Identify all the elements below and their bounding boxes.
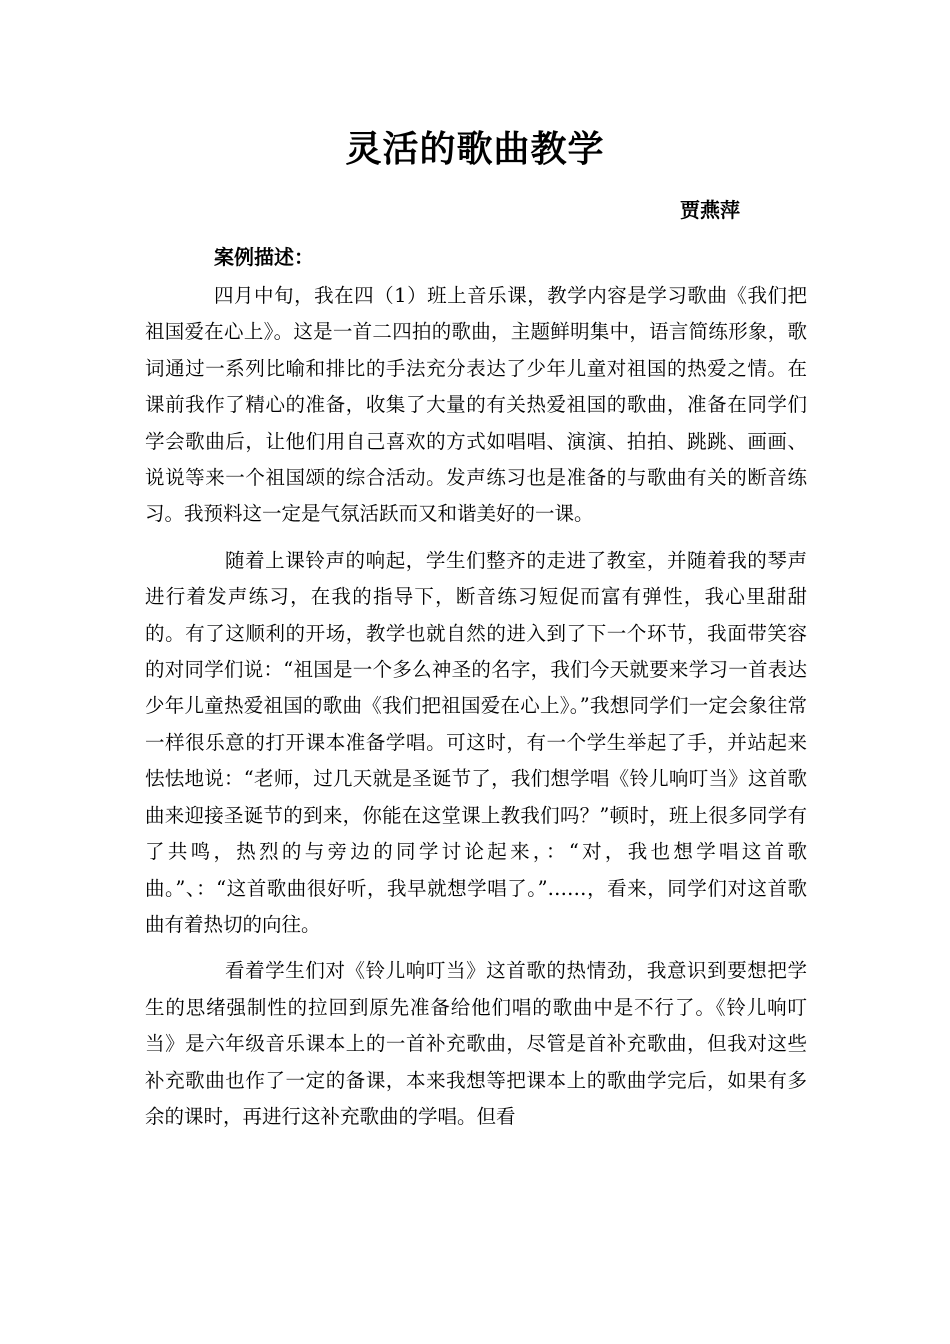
paragraph-2: 随着上课铃声的响起，学生们整齐的走进了教室，并随着我的琴声进行着发声练习，在我的指导下，断音练习短促而富有弹性，我心里甜甜的。有了这顺利的开场，教学也就自然的进入到了下一个环节，我面带笑容的对同学们说：“祖国是一个多么神圣的名字，我们今天就要来学习一首表达少年儿童热爱祖国的歌曲《我们把祖国爱在心上》。”我想同学们一定会象往常一样很乐意的打开课本准备学唱。可这时，有一个学生举起了手，并站起来怯怯地说：“老师，过几天就是圣诞节了，我们想学唱《铃儿响叮当》这首歌曲来迎接圣诞节的到来，你能在这堂课上教我们吗？”顿时，班上很多同学有了共鸣，热烈的与旁边的同学讨论起来，：“对，我也想学唱这首歌曲。”、：“这首歌曲很好听，我早就想学唱了。”……，看来，同学们对这首歌曲有着热切的向往。 bbox=[145, 548, 807, 936]
document-title: 灵活的歌曲教学 bbox=[345, 129, 605, 170]
author-name: 贾燕萍 bbox=[680, 198, 740, 222]
paragraph-1: 四月中旬，我在四（1）班上音乐课，教学内容是学习歌曲《我们把祖国爱在心上》。这是一首二四拍的歌曲，主题鲜明集中，语言简练形象，歌词通过一系列比喻和排比的手法充分表达了少年儿童对祖国的热爱之情。在课前我作了精心的准备，收集了大量的有关热爱祖国的歌曲，准备在同学们学会歌曲后，让他们用自己喜欢的方式如唱唱、演演、拍拍、跳跳、画画、说说等来一个祖国颂的综合活动。发声练习也是准备的与歌曲有关的断音练习。我预料这一定是气氛活跃而又和谐美好的一课。 bbox=[145, 284, 807, 526]
document-body bbox=[145, 278, 807, 1135]
paragraph-3: 看着学生们对《铃儿响叮当》这首歌的热情劲，我意识到要想把学生的思绪强制性的拉回到原先准备给他们唱的歌曲中是不行了。《铃儿响叮当》是六年级音乐课本上的一首补充歌曲，尽管是首补充歌曲，但我对这些补充歌曲也作了一定的备课，本来我想等把课本上的歌曲学完后，如果有多余的课时，再进行这补充歌曲的学唱。但看 bbox=[145, 959, 807, 1128]
section-heading: 案例描述： bbox=[214, 245, 314, 269]
